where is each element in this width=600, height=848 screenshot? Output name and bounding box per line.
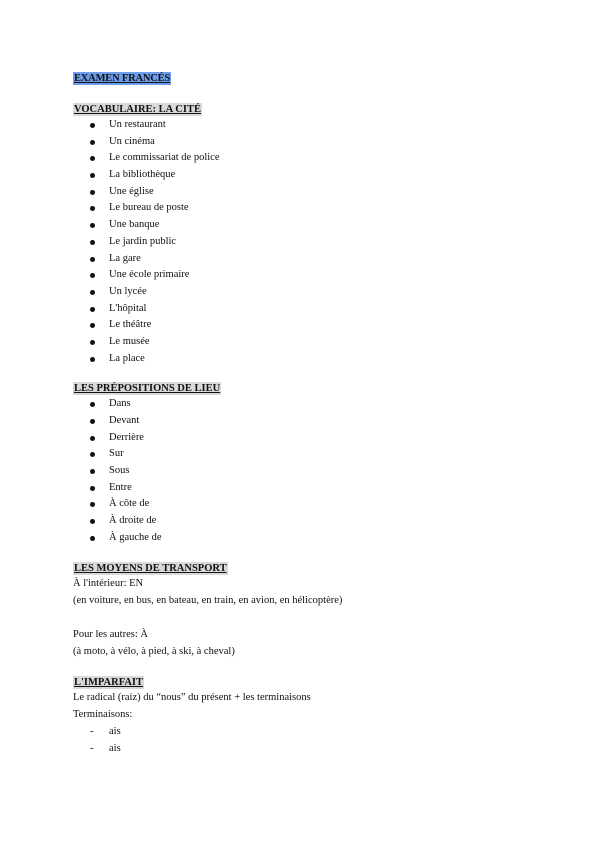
- list-item: À gauche de: [73, 530, 540, 547]
- bullet-icon: [90, 257, 95, 262]
- bullet-icon: [90, 340, 95, 345]
- section-heading-prepositions: LES PRÉPOSITIONS DE LIEU: [74, 383, 221, 395]
- list-item: Sous: [73, 463, 540, 480]
- bullet-icon: [90, 486, 95, 491]
- list-item: Entre: [73, 480, 540, 497]
- section-heading-transport: LES MOYENS DE TRANSPORT: [74, 562, 227, 574]
- list-item: La bibliothèque: [73, 167, 540, 184]
- prepositions-list: [73, 396, 540, 546]
- bullet-icon: [90, 323, 95, 328]
- list-item: Un cinéma: [73, 134, 540, 151]
- list-item: Le bureau de poste: [73, 200, 540, 217]
- bullet-icon: [90, 436, 95, 441]
- imparfait-endings-label: Terminaisons:: [73, 708, 133, 720]
- bullet-icon: [90, 452, 95, 457]
- bullet-icon: [90, 156, 95, 161]
- section-imparfait: [73, 660, 540, 757]
- bullet-icon: [90, 223, 95, 228]
- bullet-icon: [90, 290, 95, 295]
- list-item: Le musée: [73, 334, 540, 351]
- transport-others-examples: (à moto, à vélo, à pied, à ski, à cheval): [73, 645, 235, 657]
- list-item: La place: [73, 351, 540, 368]
- list-item: À côte de: [73, 496, 540, 513]
- list-item: La gare: [73, 251, 540, 268]
- bullet-icon: [90, 173, 95, 178]
- list-item: Le commissariat de police: [73, 150, 540, 167]
- list-item: Le jardin public: [73, 234, 540, 251]
- list-item: Une église: [73, 184, 540, 201]
- bullet-icon: [90, 206, 95, 211]
- list-item: Dans: [73, 396, 540, 413]
- endings-list: [73, 723, 540, 757]
- dash-icon: -: [90, 725, 94, 737]
- list-item: Un restaurant: [73, 117, 540, 134]
- section-heading-imparfait: L'IMPARFAIT: [74, 676, 144, 688]
- transport-interior-label: À l'intérieur: EN: [73, 577, 144, 589]
- list-item: L'hôpital: [73, 301, 540, 318]
- list-item: Sur: [73, 446, 540, 463]
- list-item: À droite de: [73, 513, 540, 530]
- blank-line: [73, 609, 540, 626]
- document-title: EXAMEN FRANCÉS: [74, 73, 171, 84]
- bullet-icon: [90, 357, 95, 362]
- vocabulary-list: [73, 117, 540, 367]
- bullet-icon: [90, 519, 95, 524]
- bullet-icon: [90, 419, 95, 424]
- list-item: Un lycée: [73, 284, 540, 301]
- bullet-icon: [90, 240, 95, 245]
- transport-others-label: Pour les autres: À: [73, 628, 148, 640]
- bullet-icon: [90, 536, 95, 541]
- bullet-icon: [90, 502, 95, 507]
- bullet-icon: [90, 469, 95, 474]
- section-heading-vocabulary: VOCABULAIRE: LA CITÉ: [74, 104, 201, 115]
- imparfait-rule: Le radical (raíz) du “nous” du présent + les terminaisons: [73, 691, 311, 703]
- dash-icon: -: [90, 742, 94, 754]
- list-item: Devant: [73, 413, 540, 430]
- bullet-icon: [90, 402, 95, 407]
- list-item: - ais: [73, 740, 540, 757]
- transport-interior-examples: (en voiture, en bus, en bateau, en train, en avion, en hélicoptère): [73, 594, 343, 606]
- bullet-icon: [90, 307, 95, 312]
- section-transport: [73, 547, 540, 660]
- list-item: Une école primaire: [73, 267, 540, 284]
- bullet-icon: [90, 190, 95, 195]
- list-item: - ais: [73, 723, 540, 740]
- list-item: Le théâtre: [73, 317, 540, 334]
- bullet-icon: [90, 123, 95, 128]
- section-vocabulary: [73, 85, 540, 367]
- bullet-icon: [90, 273, 95, 278]
- list-item: Derrière: [73, 430, 540, 447]
- list-item: Une banque: [73, 217, 540, 234]
- bullet-icon: [90, 140, 95, 145]
- section-prepositions: [73, 367, 540, 546]
